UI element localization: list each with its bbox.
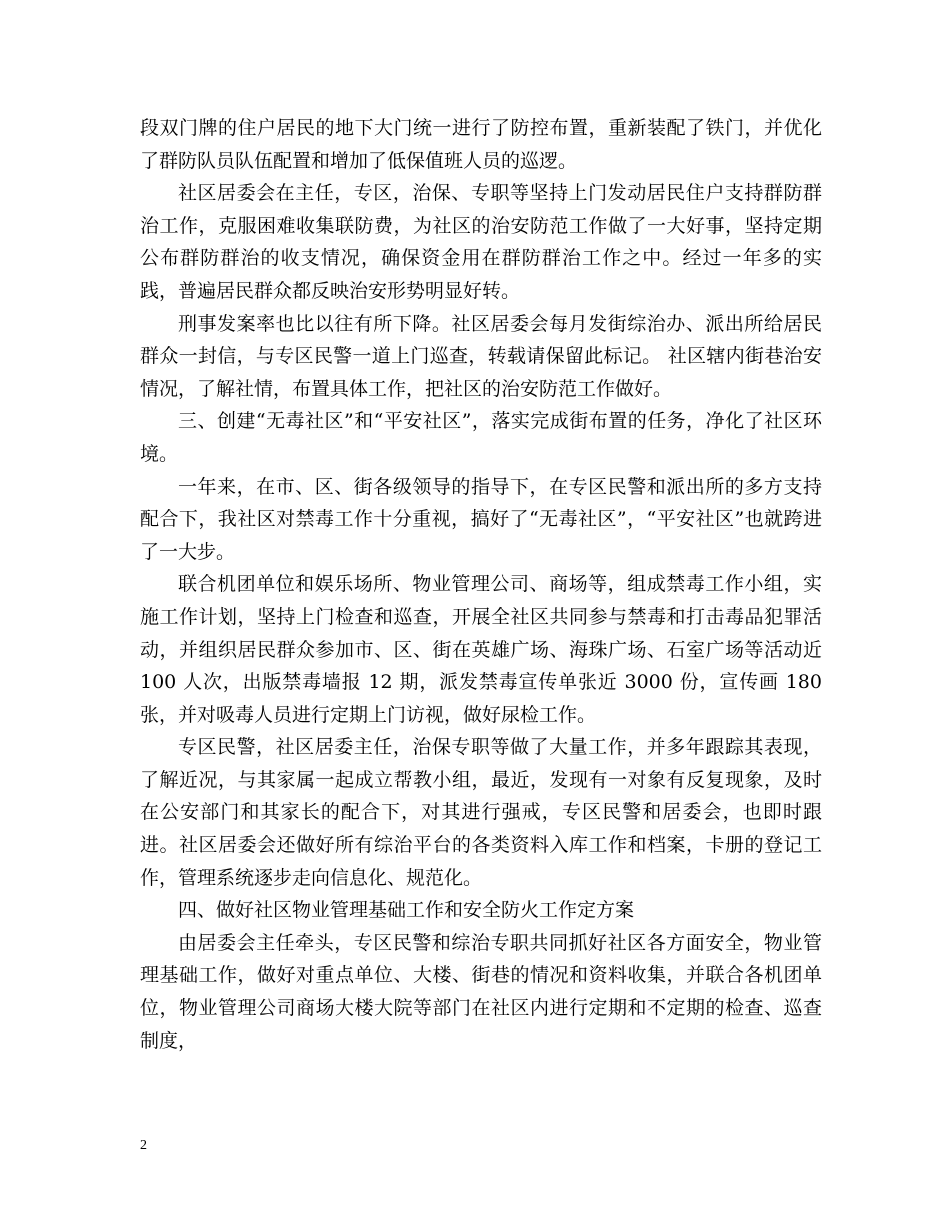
document-body — [140, 112, 822, 1057]
paragraph-continuation: 段双门牌的住户居民的地下大门统一进行了防控布置，重新装配了铁门，并优化了群防队员队伍配置和增加了低保值班人员的巡逻。 — [140, 117, 822, 172]
paragraph-community-patrol: 社区居委会在主任，专区，治保、专职等坚持上门发动居民住户支持群防群治工作，克服困难收集联防费，为社区的治安防范工作做了一大好事，坚持定期公布群防群治的收支情况，确保资金用在群防群治工作之中。经过一年多的实践，普遍居民群众都反映治安形势明显好转。 — [140, 182, 822, 302]
paragraph-anti-drug-activities: 联合机团单位和娱乐场所、物业管理公司、商场等，组成禁毒工作小组，实施工作计划，坚持上门检查和巡查，开展全社区共同参与禁毒和打击毒品犯罪活动，并组织居民群众参加市、区、街在英雄广场、海珠广场、石室广场等活动近 100 人次，出版禁毒墙报 12 期，派发禁毒宣传单张近 3000 份，宣传画 180 张，并对吸毒人员进行定期上门访视，做好尿检工作。 — [140, 573, 822, 726]
paragraph-police-followup: 专区民警，社区居委主任，治保专职等做了大量工作，并多年跟踪其表现，了解近况，与其家属一起成立帮教小组，最近，发现有一对象有反复现象，及时在公安部门和其家长的配合下，对其进行强戒，专区民警和居委会，也即时跟进。社区居委会还做好所有综治平台的各类资料入库工作和档案，卡册的登记工作，管理系统逐步走向信息化、规范化。 — [140, 736, 822, 889]
section-heading-property-safety: 四、做好社区物业管理基础工作和安全防火工作定方案 — [178, 899, 635, 922]
page-number: 2 — [140, 1138, 147, 1153]
paragraph-inspection: 由居委会主任牵头，专区民警和综治专职共同抓好社区各方面安全，物业管理基础工作，做好对重点单位、大楼、街巷的情况和资料收集，并联合各机团单位，物业管理公司商场大楼大院等部门在社区内进行定期和不定期的检查、巡查制度， — [140, 931, 822, 1052]
paragraph-crime-rate: 刑事发案率也比以往有所下降。社区居委会每月发街综治办、派出所给居民群众一封信，与专区民警一道上门巡查，转载请保留此标记。 社区辖内街巷治安情况，了解社情，布置具体工作，把社区的治安防范工作做好。 — [140, 312, 822, 400]
paragraph-year-review: 一年来，在市、区、街各级领导的指导下，在专区民警和派出所的多方支持配合下，我社区对禁毒工作十分重视，搞好了“无毒社区”，“平安社区”也就跨进了一大步。 — [140, 475, 822, 563]
section-heading-drug-free: 三、创建“无毒社区”和“平安社区”，落实完成街布置的任务，净化了社区环境。 — [140, 410, 822, 465]
